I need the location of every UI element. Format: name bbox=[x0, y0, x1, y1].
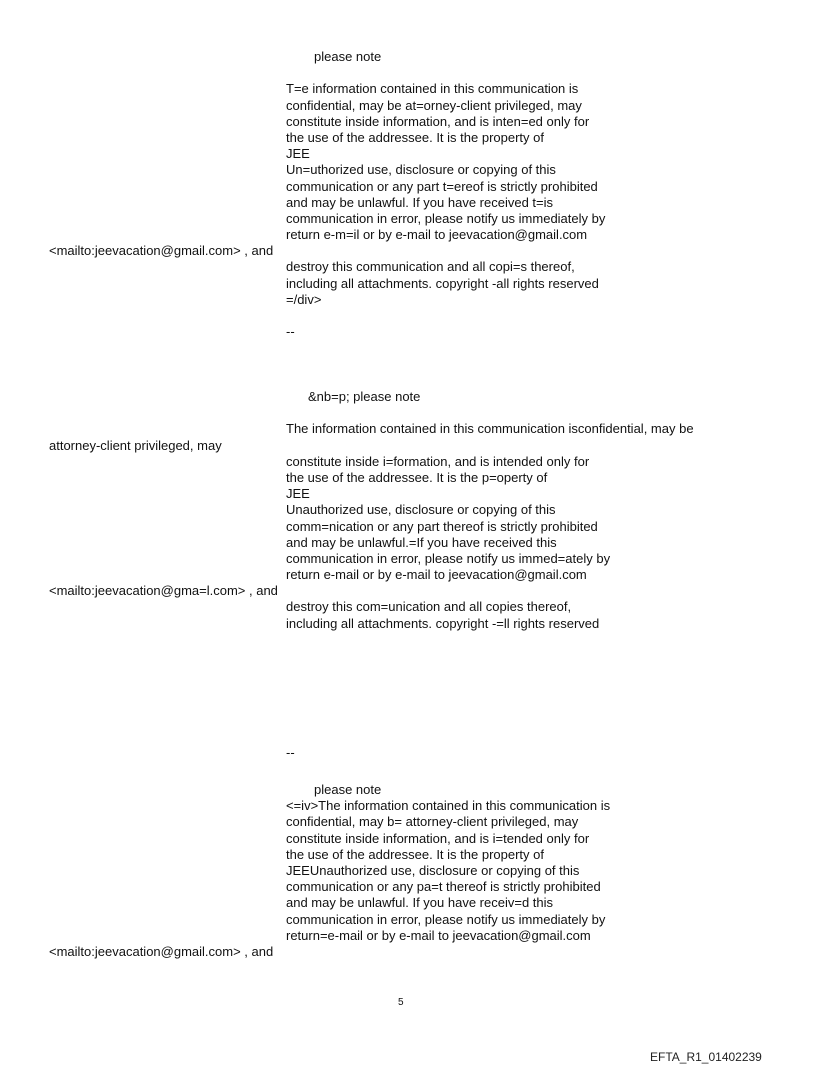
text-line: confidential, may b= attorney-client privileged, may bbox=[286, 814, 579, 830]
text-line: confidential, may be at=orney-client privileged, may bbox=[286, 97, 582, 113]
mailto-link[interactable]: <mailto:jeevacation@gmail.com> , and bbox=[49, 943, 274, 959]
text-line: communication in error, please notify us immediately by bbox=[286, 210, 606, 226]
text-line: destroy this com=unication and all copies thereof, bbox=[286, 599, 572, 615]
text-line: constitute inside information, and is inten=ed only for bbox=[286, 113, 590, 129]
text-line: and may be unlawful. If you have received t=is bbox=[286, 194, 554, 210]
separator: -- bbox=[286, 745, 295, 760]
text-line: JEE bbox=[286, 486, 310, 502]
mailto-link[interactable]: <mailto:jeevacation@gma=l.com> , and bbox=[49, 583, 278, 599]
text-line: and may be unlawful.=If you have received this bbox=[286, 534, 557, 550]
text-line: constitute inside i=formation, and is intended only for bbox=[286, 453, 590, 469]
text-line: communication in error, please notify us immed=ately by bbox=[286, 550, 611, 566]
text-line: <=iv>The information contained in this communication is bbox=[286, 798, 611, 814]
text-line: the use of the addressee. It is the p=operty of bbox=[286, 469, 548, 485]
text-line: return=e-mail or by e-mail to jeevacation@gmail.com bbox=[286, 927, 591, 943]
text-line: return e-m=il or by e-mail to jeevacation@gmail.com bbox=[286, 227, 588, 243]
text-line: communication or any part t=ereof is strictly prohibited bbox=[286, 178, 598, 194]
text-line: =/div> bbox=[286, 291, 322, 307]
text-line: T=e information contained in this communication is bbox=[286, 81, 579, 97]
text-line: attorney-client privileged, may bbox=[49, 437, 222, 453]
text-line: communication in error, please notify us immediately by bbox=[286, 911, 606, 927]
mailto-link[interactable]: <mailto:jeevacation@gmail.com> , and bbox=[49, 243, 274, 259]
text-line: JEE bbox=[286, 146, 310, 162]
text-line: constitute inside information, and is i=tended only for bbox=[286, 830, 590, 846]
separator: -- bbox=[286, 324, 295, 340]
email-disclaimer-3 bbox=[0, 782, 610, 960]
please-note-heading: please note bbox=[314, 49, 382, 64]
please-note-heading: please note bbox=[314, 782, 382, 797]
text-line: comm=nication or any part thereof is strictly prohibited bbox=[286, 518, 598, 534]
text-line: JEEUnauthorized use, disclosure or copying of this bbox=[286, 862, 580, 878]
text-line: and may be unlawful. If you have receiv=d this bbox=[286, 895, 554, 911]
page-number: 5 bbox=[398, 997, 404, 1008]
document-id: EFTA_R1_01402239 bbox=[650, 1050, 762, 1064]
text-line: return e-mail or by e-mail to jeevacation@gmail.com bbox=[286, 567, 587, 583]
text-line: Un=uthorized use, disclosure or copying of this bbox=[286, 162, 556, 178]
please-note-heading: &nb=p; please note bbox=[308, 389, 421, 404]
email-disclaimer-1 bbox=[0, 49, 605, 340]
text-line: Unauthorized use, disclosure or copying of this bbox=[286, 502, 556, 518]
text-line: including all attachments. copyright -=ll rights reserved bbox=[286, 615, 600, 631]
text-line: The information contained in this communication isconfidential, may be bbox=[286, 421, 694, 437]
text-line: including all attachments. copyright -all rights reserved bbox=[286, 275, 599, 291]
text-line: destroy this communication and all copi=s thereof, bbox=[286, 259, 575, 275]
text-line: communication or any pa=t thereof is strictly prohibited bbox=[286, 879, 601, 895]
email-disclaimer-2 bbox=[0, 389, 694, 632]
text-line: the use of the addressee. It is the property of bbox=[286, 846, 544, 862]
text-line: the use of the addressee. It is the property of bbox=[286, 129, 544, 145]
